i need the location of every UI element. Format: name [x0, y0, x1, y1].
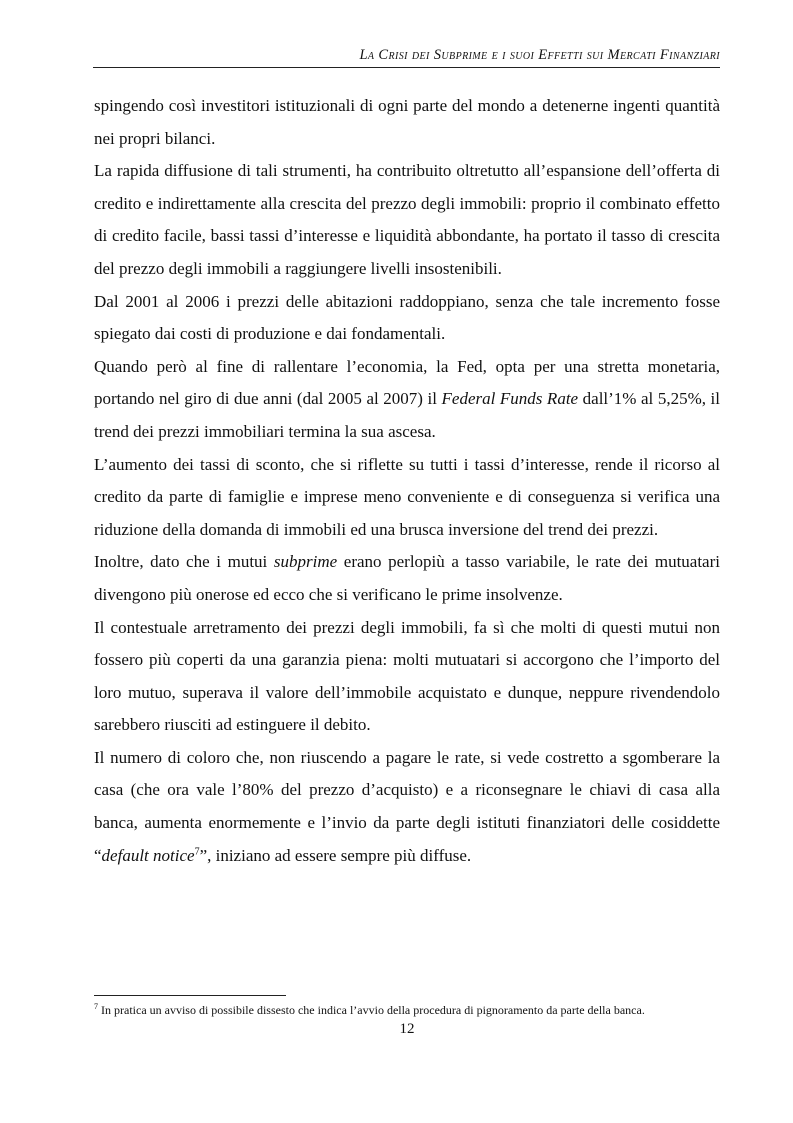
paragraph-6 — [94, 546, 720, 611]
running-header — [93, 47, 720, 64]
paragraph-8-text-a: Il numero di coloro che, non riuscendo a pagare le rate, si vede costretto a sgomberare la casa (che ora vale l’80% del prezzo d’acquisto) e a riconsegnare le chiavi di casa alla banca, aumenta enormemente e l’invio da parte degli istituti finanziatori delle cosiddette “ — [94, 747, 720, 865]
paragraph-7: Il contestuale arretramento dei prezzi degli immobili, fa sì che molti di questi mutui non fossero più coperti da una garanzia piena: molti mutuatari si accorgono che l’importo del loro mutuo, superava il valore dell’immobile acquistato e dunque, neppure rivendendolo sarebbero riusciti ad estinguere il debito. — [94, 617, 720, 735]
body-text — [94, 90, 720, 872]
paragraph-1: spingendo così investitori istituzionali di ogni parte del mondo a detenerne ingenti quantità nei propri bilanci. — [94, 96, 720, 148]
paragraph-2: La rapida diffusione di tali strumenti, ha contribuito oltretutto all’espansione dell’offerta di credito e indirettamente alla crescita del prezzo degli immobili: proprio il combinato effetto di credito facile, bassi tassi d’interesse e liquidità abbondante, ha portato il tasso di crescita del prezzo degli immobili a raggiungere livelli insostenibili. — [94, 161, 720, 278]
header-rule — [93, 67, 720, 68]
footnote-rule — [94, 995, 286, 996]
paragraph-4-text-b: dall’1% al 5,25%, il trend dei prezzi immobiliari termina la sua ascesa. — [94, 389, 720, 441]
page-number: 12 — [399, 1021, 415, 1037]
footnote — [94, 1003, 720, 1017]
paragraph-4 — [94, 351, 720, 449]
paragraph-8 — [94, 742, 720, 872]
subprime-term: subprime — [273, 552, 338, 572]
paragraph-6-text-b: erano perlopiù a tasso variabile, le rate dei mutuatari divengono più onerose ed ecco che si verificano le prime insolvenze. — [94, 552, 720, 604]
paragraph-6-text-a: Inoltre, dato che i mutui — [94, 552, 274, 572]
footnote-text: In pratica un avviso di possibile dissesto che indica l’avvio della procedura di pignoramento da parte della banca. — [98, 1003, 645, 1017]
paragraph-4-text-a: Quando però al fine di rallentare l’economia, la Fed, opta per una stretta monetaria, portando nel giro di due anni (dal 2005 al 2007) il — [94, 356, 720, 409]
paragraph-3: Dal 2001 al 2006 i prezzi delle abitazioni raddoppiano, senza che tale incremento fosse spiegato dai costi di produzione e dai fondamentali. — [94, 291, 720, 344]
default-notice-term: default notice — [101, 845, 195, 865]
paragraph-8-text-b: ”, iniziano ad essere sempre più diffuse. — [199, 845, 472, 865]
footnote-mark: 7 — [94, 1002, 98, 1011]
paragraph-5: L’aumento dei tassi di sconto, che si riflette su tutti i tassi d’interesse, rende il ricorso al credito da parte di famiglie e imprese meno conveniente e di conseguenza si verifica una riduzione della domanda di immobili ed una brusca inversione del trend dei prezzi. — [94, 454, 720, 539]
running-title: La Crisi dei Subprime e i suoi Effetti sui Mercati Finanziari — [359, 47, 720, 63]
footnote-ref-7[interactable]: 7 — [194, 846, 200, 857]
federal-funds-rate-term: Federal Funds Rate — [441, 389, 579, 409]
